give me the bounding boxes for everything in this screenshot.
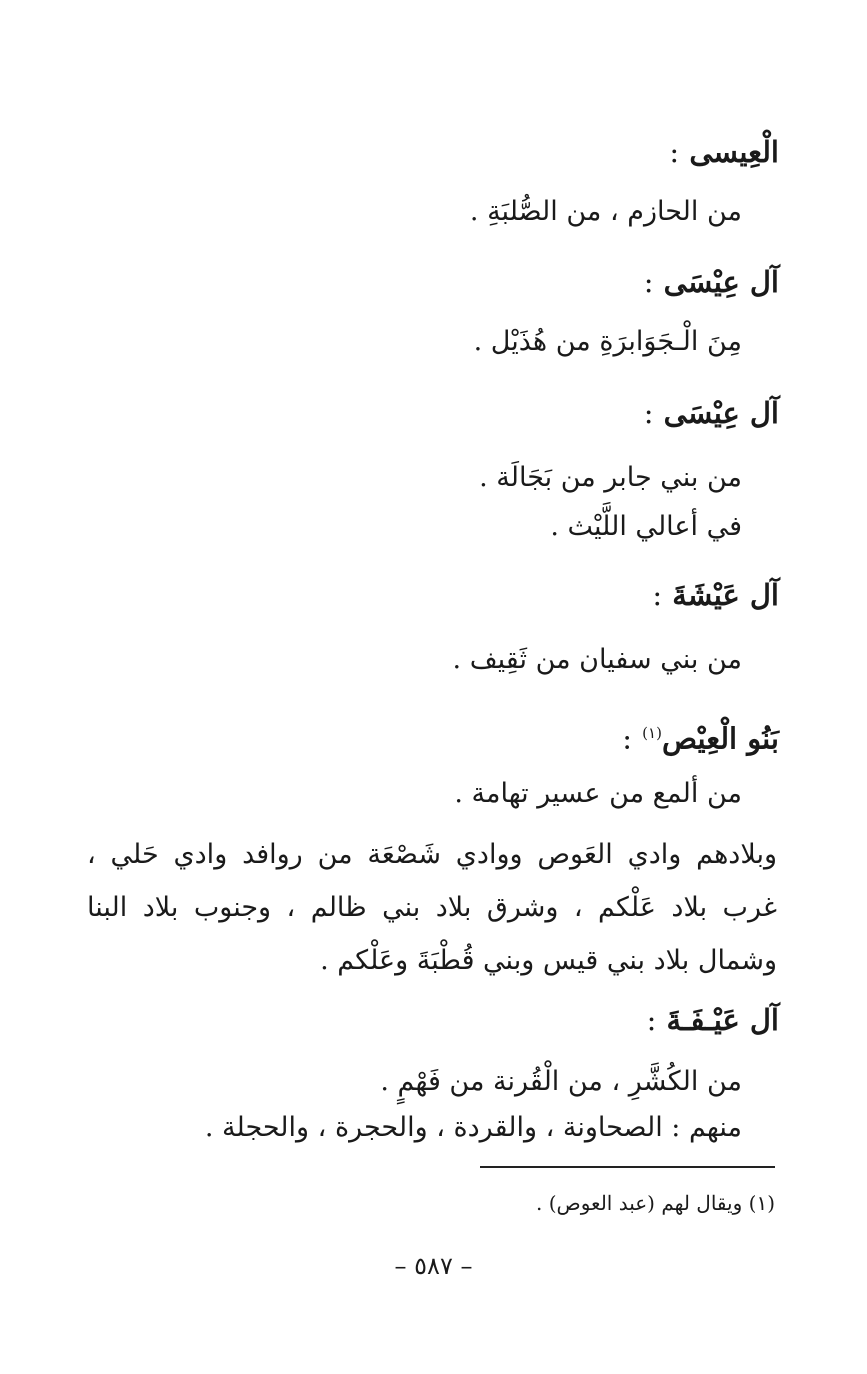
entry-line: من بني سفيان من ثَقِيف . xyxy=(452,644,742,675)
entry-heading: الْعِيسى : xyxy=(669,135,779,169)
entry-heading: آل عَيْشَةَ : xyxy=(652,578,779,612)
entry-line: في أعالي اللَّيْث . xyxy=(550,511,742,542)
entry-line: من الكُشَّرِ ، من الْقُرنة من فَهْمٍ . xyxy=(380,1066,742,1097)
entry-line: مِنَ الْـجَوَابرَةِ من هُذَيْل . xyxy=(473,326,742,357)
entry-paragraph: وبلادهم وادي العَوص ووادي شَصْعَة من روافد وادي حَلي ، غرب بلاد عَلْكم ، وشرق بلاد بني ظالم ، وجنوب بلاد البنا وشمال بلاد بني قيس وبني قُطْبَةَ وعَلْكم . xyxy=(87,839,777,976)
footnote-marker: (١) xyxy=(642,724,662,742)
entry-line: منهم : الصحاونة ، والقردة ، والحجرة ، والحجلة . xyxy=(204,1112,742,1143)
entry-line: من الحازم ، من الصُّلبَةِ . xyxy=(469,196,742,227)
page-number: – ٥٨٧ – xyxy=(394,1252,473,1280)
footnote-rule xyxy=(480,1166,775,1168)
entry-line: من بني جابر من بَجَالَة . xyxy=(479,462,742,493)
entry-heading: بَنُو الْعِيْص$^{(١)}$ : xyxy=(622,721,779,756)
entry-heading: آل عِيْسَى : xyxy=(643,396,779,430)
footnote: (١) ويقال لهم (عبد العوص) . xyxy=(536,1191,775,1215)
entry-heading: آل عِيْسَى : xyxy=(643,265,779,299)
entry-line: من ألمع من عسير تهامة . xyxy=(454,778,742,809)
entry-heading: آل عَيْـفَـةَ : xyxy=(646,1003,779,1037)
